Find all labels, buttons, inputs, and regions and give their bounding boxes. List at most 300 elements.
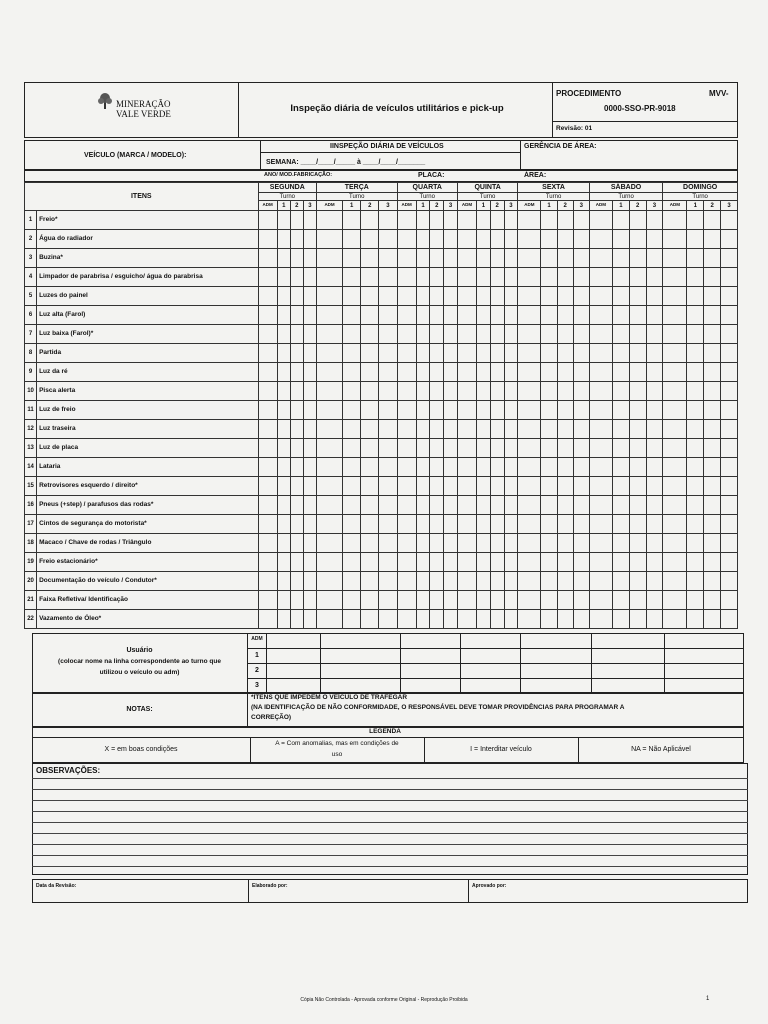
check-cell[interactable] (457, 477, 476, 496)
check-cell[interactable] (721, 591, 738, 610)
check-cell[interactable] (687, 401, 704, 420)
check-cell[interactable] (379, 553, 397, 572)
check-cell[interactable] (663, 610, 687, 629)
check-cell[interactable] (612, 249, 629, 268)
check-cell[interactable] (397, 553, 416, 572)
check-cell[interactable] (477, 534, 491, 553)
check-cell[interactable] (612, 458, 629, 477)
check-cell[interactable] (361, 477, 379, 496)
check-cell[interactable] (589, 458, 612, 477)
check-cell[interactable] (477, 230, 491, 249)
check-cell[interactable] (397, 401, 416, 420)
check-cell[interactable] (290, 382, 303, 401)
check-cell[interactable] (430, 496, 444, 515)
check-cell[interactable] (518, 306, 541, 325)
check-cell[interactable] (290, 211, 303, 230)
check-cell[interactable] (397, 496, 416, 515)
check-cell[interactable] (557, 572, 573, 591)
check-cell[interactable] (557, 477, 573, 496)
check-cell[interactable] (379, 382, 397, 401)
check-cell[interactable] (612, 287, 629, 306)
check-cell[interactable] (721, 458, 738, 477)
check-cell[interactable] (303, 591, 316, 610)
check-cell[interactable] (416, 268, 430, 287)
check-cell[interactable] (557, 610, 573, 629)
user-name-field[interactable] (268, 649, 742, 662)
check-cell[interactable] (477, 439, 491, 458)
check-cell[interactable] (504, 515, 518, 534)
check-cell[interactable] (444, 344, 458, 363)
check-cell[interactable] (490, 534, 504, 553)
check-cell[interactable] (258, 306, 277, 325)
check-cell[interactable] (316, 363, 342, 382)
check-cell[interactable] (258, 458, 277, 477)
check-cell[interactable] (518, 344, 541, 363)
check-cell[interactable] (573, 534, 589, 553)
check-cell[interactable] (541, 420, 557, 439)
check-cell[interactable] (379, 306, 397, 325)
check-cell[interactable] (277, 211, 290, 230)
check-cell[interactable] (518, 420, 541, 439)
check-cell[interactable] (573, 591, 589, 610)
check-cell[interactable] (303, 439, 316, 458)
check-cell[interactable] (430, 268, 444, 287)
check-cell[interactable] (444, 230, 458, 249)
check-cell[interactable] (721, 534, 738, 553)
check-cell[interactable] (316, 287, 342, 306)
check-cell[interactable] (629, 477, 646, 496)
check-cell[interactable] (504, 382, 518, 401)
check-cell[interactable] (687, 287, 704, 306)
check-cell[interactable] (379, 344, 397, 363)
check-cell[interactable] (316, 420, 342, 439)
check-cell[interactable] (646, 344, 663, 363)
check-cell[interactable] (687, 363, 704, 382)
check-cell[interactable] (477, 211, 491, 230)
check-cell[interactable] (589, 325, 612, 344)
check-cell[interactable] (541, 477, 557, 496)
check-cell[interactable] (457, 363, 476, 382)
check-cell[interactable] (612, 439, 629, 458)
check-cell[interactable] (589, 572, 612, 591)
check-cell[interactable] (416, 572, 430, 591)
check-cell[interactable] (457, 553, 476, 572)
check-cell[interactable] (663, 458, 687, 477)
check-cell[interactable] (290, 496, 303, 515)
check-cell[interactable] (721, 249, 738, 268)
check-cell[interactable] (663, 591, 687, 610)
check-cell[interactable] (541, 382, 557, 401)
check-cell[interactable] (646, 401, 663, 420)
check-cell[interactable] (457, 325, 476, 344)
manager-field[interactable]: GERÊNCIA DE ÁREA: (524, 143, 597, 150)
check-cell[interactable] (646, 610, 663, 629)
check-cell[interactable] (518, 211, 541, 230)
check-cell[interactable] (504, 610, 518, 629)
check-cell[interactable] (589, 363, 612, 382)
check-cell[interactable] (573, 458, 589, 477)
check-cell[interactable] (687, 591, 704, 610)
check-cell[interactable] (646, 268, 663, 287)
check-cell[interactable] (687, 439, 704, 458)
check-cell[interactable] (629, 534, 646, 553)
check-cell[interactable] (303, 363, 316, 382)
check-cell[interactable] (704, 458, 721, 477)
check-cell[interactable] (518, 287, 541, 306)
check-cell[interactable] (379, 458, 397, 477)
check-cell[interactable] (457, 211, 476, 230)
check-cell[interactable] (490, 268, 504, 287)
check-cell[interactable] (504, 591, 518, 610)
check-cell[interactable] (258, 382, 277, 401)
check-cell[interactable] (303, 458, 316, 477)
check-cell[interactable] (343, 306, 361, 325)
check-cell[interactable] (629, 420, 646, 439)
check-cell[interactable] (541, 363, 557, 382)
check-cell[interactable] (663, 268, 687, 287)
check-cell[interactable] (397, 325, 416, 344)
check-cell[interactable] (704, 420, 721, 439)
check-cell[interactable] (629, 344, 646, 363)
check-cell[interactable] (416, 553, 430, 572)
check-cell[interactable] (361, 572, 379, 591)
check-cell[interactable] (490, 230, 504, 249)
check-cell[interactable] (277, 363, 290, 382)
check-cell[interactable] (612, 401, 629, 420)
check-cell[interactable] (430, 591, 444, 610)
check-cell[interactable] (573, 610, 589, 629)
check-cell[interactable] (316, 211, 342, 230)
check-cell[interactable] (416, 534, 430, 553)
check-cell[interactable] (663, 572, 687, 591)
check-cell[interactable] (343, 534, 361, 553)
check-cell[interactable] (379, 439, 397, 458)
check-cell[interactable] (303, 553, 316, 572)
check-cell[interactable] (721, 553, 738, 572)
year-field[interactable]: ANO/ MOD.FABRICAÇÃO: (264, 172, 333, 178)
check-cell[interactable] (258, 287, 277, 306)
check-cell[interactable] (629, 325, 646, 344)
check-cell[interactable] (430, 458, 444, 477)
check-cell[interactable] (573, 268, 589, 287)
area-field[interactable]: ÁREA: (524, 172, 547, 179)
check-cell[interactable] (444, 268, 458, 287)
check-cell[interactable] (303, 268, 316, 287)
check-cell[interactable] (687, 249, 704, 268)
check-cell[interactable] (721, 496, 738, 515)
check-cell[interactable] (721, 382, 738, 401)
check-cell[interactable] (361, 363, 379, 382)
check-cell[interactable] (518, 268, 541, 287)
check-cell[interactable] (457, 458, 476, 477)
check-cell[interactable] (477, 458, 491, 477)
check-cell[interactable] (490, 591, 504, 610)
check-cell[interactable] (557, 344, 573, 363)
check-cell[interactable] (430, 439, 444, 458)
check-cell[interactable] (504, 477, 518, 496)
check-cell[interactable] (504, 534, 518, 553)
check-cell[interactable] (646, 572, 663, 591)
check-cell[interactable] (303, 211, 316, 230)
check-cell[interactable] (646, 477, 663, 496)
check-cell[interactable] (629, 591, 646, 610)
check-cell[interactable] (504, 401, 518, 420)
check-cell[interactable] (557, 230, 573, 249)
check-cell[interactable] (290, 534, 303, 553)
check-cell[interactable] (379, 401, 397, 420)
check-cell[interactable] (430, 610, 444, 629)
check-cell[interactable] (258, 249, 277, 268)
check-cell[interactable] (457, 420, 476, 439)
check-cell[interactable] (541, 610, 557, 629)
check-cell[interactable] (277, 534, 290, 553)
check-cell[interactable] (457, 401, 476, 420)
check-cell[interactable] (444, 249, 458, 268)
check-cell[interactable] (541, 534, 557, 553)
check-cell[interactable] (290, 344, 303, 363)
check-cell[interactable] (490, 249, 504, 268)
check-cell[interactable] (343, 439, 361, 458)
check-cell[interactable] (573, 363, 589, 382)
check-cell[interactable] (379, 230, 397, 249)
check-cell[interactable] (490, 420, 504, 439)
check-cell[interactable] (490, 458, 504, 477)
check-cell[interactable] (258, 572, 277, 591)
check-cell[interactable] (518, 439, 541, 458)
check-cell[interactable] (646, 306, 663, 325)
check-cell[interactable] (343, 268, 361, 287)
check-cell[interactable] (361, 211, 379, 230)
check-cell[interactable] (343, 211, 361, 230)
check-cell[interactable] (557, 439, 573, 458)
check-cell[interactable] (557, 382, 573, 401)
check-cell[interactable] (416, 344, 430, 363)
check-cell[interactable] (541, 496, 557, 515)
check-cell[interactable] (518, 515, 541, 534)
check-cell[interactable] (541, 325, 557, 344)
check-cell[interactable] (490, 496, 504, 515)
check-cell[interactable] (721, 477, 738, 496)
check-cell[interactable] (490, 306, 504, 325)
check-cell[interactable] (541, 515, 557, 534)
check-cell[interactable] (361, 458, 379, 477)
check-cell[interactable] (457, 268, 476, 287)
check-cell[interactable] (444, 496, 458, 515)
check-cell[interactable] (477, 420, 491, 439)
check-cell[interactable] (277, 572, 290, 591)
check-cell[interactable] (704, 591, 721, 610)
check-cell[interactable] (397, 211, 416, 230)
check-cell[interactable] (589, 553, 612, 572)
check-cell[interactable] (416, 230, 430, 249)
check-cell[interactable] (704, 268, 721, 287)
check-cell[interactable] (379, 496, 397, 515)
check-cell[interactable] (646, 249, 663, 268)
check-cell[interactable] (361, 230, 379, 249)
check-cell[interactable] (477, 591, 491, 610)
check-cell[interactable] (629, 439, 646, 458)
check-cell[interactable] (721, 325, 738, 344)
check-cell[interactable] (687, 610, 704, 629)
check-cell[interactable] (316, 325, 342, 344)
check-cell[interactable] (504, 344, 518, 363)
check-cell[interactable] (397, 382, 416, 401)
check-cell[interactable] (612, 591, 629, 610)
check-cell[interactable] (721, 230, 738, 249)
check-cell[interactable] (316, 249, 342, 268)
check-cell[interactable] (290, 306, 303, 325)
check-cell[interactable] (557, 325, 573, 344)
check-cell[interactable] (663, 515, 687, 534)
check-cell[interactable] (416, 211, 430, 230)
check-cell[interactable] (589, 249, 612, 268)
check-cell[interactable] (518, 363, 541, 382)
check-cell[interactable] (557, 306, 573, 325)
check-cell[interactable] (343, 553, 361, 572)
check-cell[interactable] (704, 439, 721, 458)
prepared-by-field[interactable]: Elaborado por: (252, 883, 288, 889)
check-cell[interactable] (573, 553, 589, 572)
check-cell[interactable] (541, 344, 557, 363)
check-cell[interactable] (477, 363, 491, 382)
check-cell[interactable] (721, 344, 738, 363)
check-cell[interactable] (557, 268, 573, 287)
check-cell[interactable] (704, 344, 721, 363)
check-cell[interactable] (277, 401, 290, 420)
check-cell[interactable] (416, 325, 430, 344)
check-cell[interactable] (457, 572, 476, 591)
check-cell[interactable] (573, 344, 589, 363)
check-cell[interactable] (541, 268, 557, 287)
check-cell[interactable] (629, 401, 646, 420)
check-cell[interactable] (612, 363, 629, 382)
check-cell[interactable] (704, 477, 721, 496)
check-cell[interactable] (430, 211, 444, 230)
check-cell[interactable] (379, 515, 397, 534)
check-cell[interactable] (416, 458, 430, 477)
check-cell[interactable] (687, 515, 704, 534)
check-cell[interactable] (430, 287, 444, 306)
check-cell[interactable] (490, 382, 504, 401)
check-cell[interactable] (290, 268, 303, 287)
check-cell[interactable] (612, 344, 629, 363)
check-cell[interactable] (629, 496, 646, 515)
check-cell[interactable] (258, 553, 277, 572)
check-cell[interactable] (258, 534, 277, 553)
check-cell[interactable] (704, 572, 721, 591)
check-cell[interactable] (687, 230, 704, 249)
check-cell[interactable] (629, 363, 646, 382)
check-cell[interactable] (316, 382, 342, 401)
check-cell[interactable] (557, 591, 573, 610)
check-cell[interactable] (541, 401, 557, 420)
check-cell[interactable] (721, 211, 738, 230)
check-cell[interactable] (379, 325, 397, 344)
check-cell[interactable] (290, 439, 303, 458)
check-cell[interactable] (457, 591, 476, 610)
user-name-field[interactable] (268, 634, 742, 647)
check-cell[interactable] (477, 477, 491, 496)
check-cell[interactable] (504, 363, 518, 382)
check-cell[interactable] (430, 534, 444, 553)
check-cell[interactable] (258, 230, 277, 249)
check-cell[interactable] (687, 534, 704, 553)
week-field[interactable]: SEMANA: ____/____/_____ à ____/____/_______ (266, 159, 426, 166)
check-cell[interactable] (290, 363, 303, 382)
check-cell[interactable] (504, 439, 518, 458)
check-cell[interactable] (541, 553, 557, 572)
check-cell[interactable] (361, 439, 379, 458)
check-cell[interactable] (361, 382, 379, 401)
check-cell[interactable] (277, 306, 290, 325)
check-cell[interactable] (416, 477, 430, 496)
check-cell[interactable] (646, 553, 663, 572)
check-cell[interactable] (663, 401, 687, 420)
check-cell[interactable] (397, 344, 416, 363)
check-cell[interactable] (397, 420, 416, 439)
check-cell[interactable] (704, 363, 721, 382)
check-cell[interactable] (316, 401, 342, 420)
check-cell[interactable] (663, 325, 687, 344)
check-cell[interactable] (612, 515, 629, 534)
check-cell[interactable] (303, 230, 316, 249)
check-cell[interactable] (490, 572, 504, 591)
check-cell[interactable] (343, 591, 361, 610)
check-cell[interactable] (258, 325, 277, 344)
check-cell[interactable] (646, 439, 663, 458)
check-cell[interactable] (646, 287, 663, 306)
check-cell[interactable] (490, 363, 504, 382)
check-cell[interactable] (646, 420, 663, 439)
check-cell[interactable] (721, 572, 738, 591)
check-cell[interactable] (721, 515, 738, 534)
check-cell[interactable] (277, 477, 290, 496)
check-cell[interactable] (612, 382, 629, 401)
check-cell[interactable] (687, 211, 704, 230)
check-cell[interactable] (573, 515, 589, 534)
check-cell[interactable] (704, 325, 721, 344)
check-cell[interactable] (379, 534, 397, 553)
check-cell[interactable] (290, 325, 303, 344)
check-cell[interactable] (504, 496, 518, 515)
check-cell[interactable] (457, 306, 476, 325)
check-cell[interactable] (397, 572, 416, 591)
check-cell[interactable] (444, 439, 458, 458)
check-cell[interactable] (379, 249, 397, 268)
check-cell[interactable] (663, 344, 687, 363)
check-cell[interactable] (541, 230, 557, 249)
check-cell[interactable] (721, 287, 738, 306)
check-cell[interactable] (490, 287, 504, 306)
check-cell[interactable] (646, 458, 663, 477)
check-cell[interactable] (277, 515, 290, 534)
check-cell[interactable] (612, 610, 629, 629)
check-cell[interactable] (457, 249, 476, 268)
check-cell[interactable] (721, 610, 738, 629)
check-cell[interactable] (457, 230, 476, 249)
check-cell[interactable] (361, 325, 379, 344)
check-cell[interactable] (557, 249, 573, 268)
check-cell[interactable] (589, 287, 612, 306)
check-cell[interactable] (361, 249, 379, 268)
check-cell[interactable] (557, 363, 573, 382)
check-cell[interactable] (557, 287, 573, 306)
check-cell[interactable] (343, 287, 361, 306)
check-cell[interactable] (518, 534, 541, 553)
check-cell[interactable] (290, 515, 303, 534)
check-cell[interactable] (629, 268, 646, 287)
check-cell[interactable] (397, 458, 416, 477)
